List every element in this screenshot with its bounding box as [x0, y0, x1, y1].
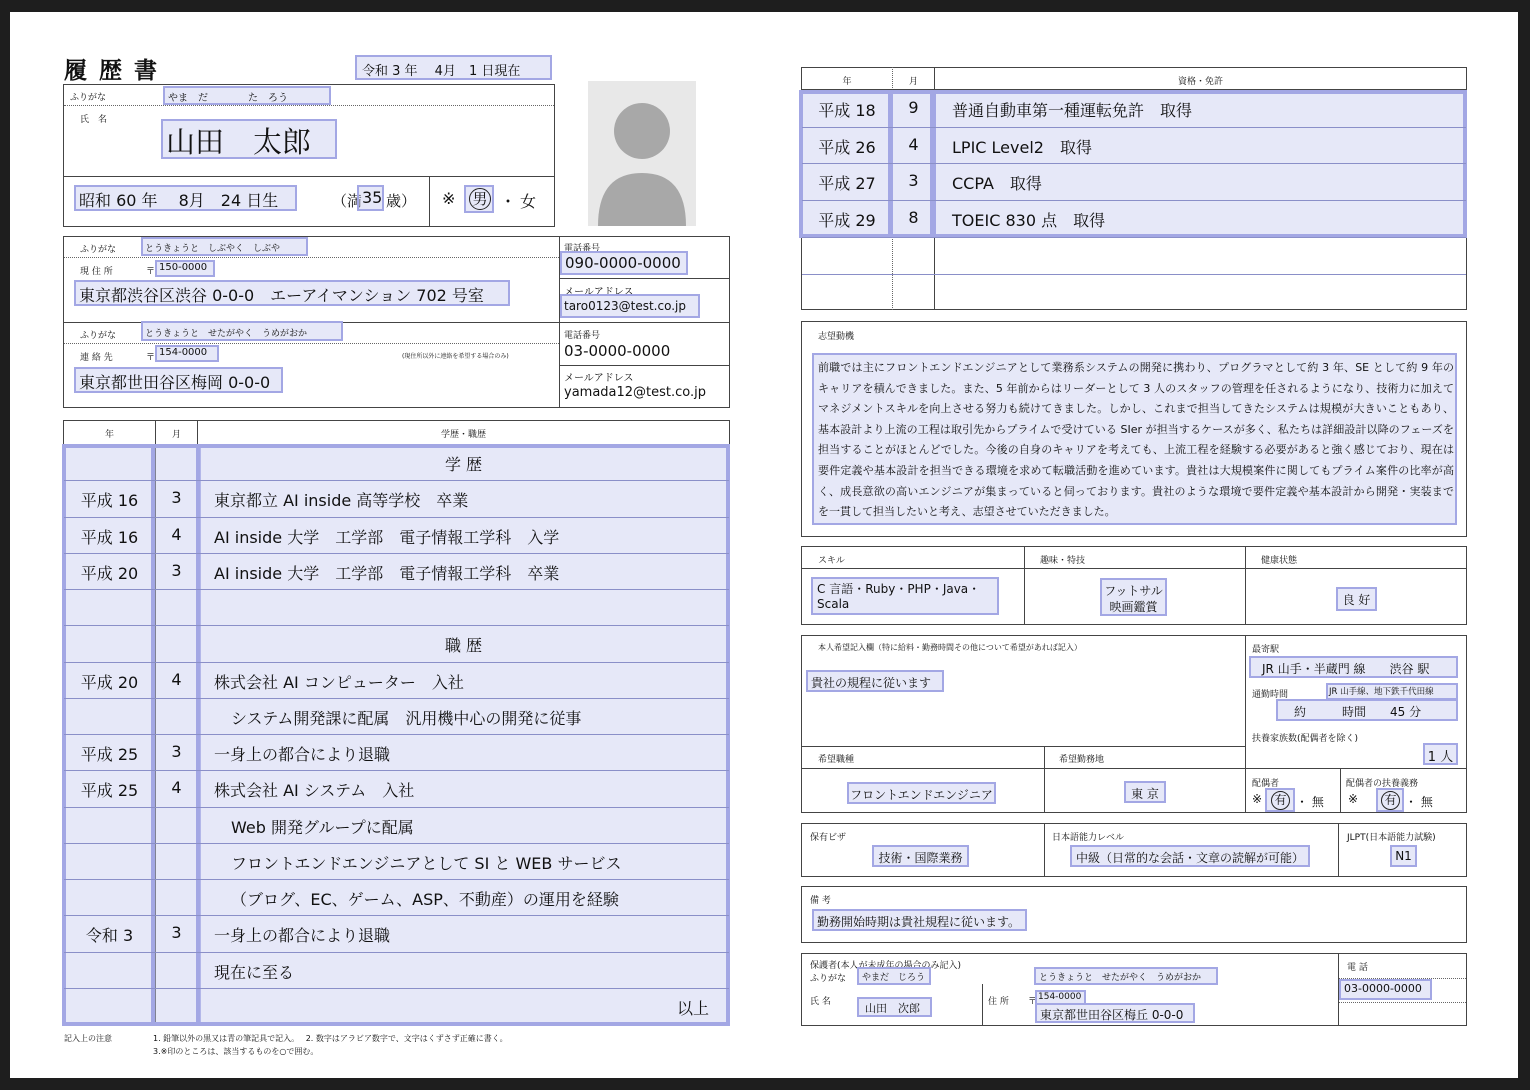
contact-label: 連 絡 先: [80, 353, 113, 363]
wishes-label: 本人希望記入欄（特に給料・勤務時間その他について希望があれば記入）: [818, 643, 1082, 652]
contact-postal-value: 154-0000: [159, 347, 208, 358]
history-row-divider: [64, 589, 729, 590]
history-row-text: 一身上の都合により退職: [214, 745, 391, 764]
history-row-text: 東京都立 AI inside 高等学校 卒業: [214, 491, 469, 511]
license-row-month: 4: [908, 134, 919, 154]
history-row-divider: [64, 807, 729, 808]
birth-value: 昭和 60 年 8月 24 日生: [79, 191, 279, 210]
guardian-address-label: 住 所: [988, 997, 1009, 1007]
guardian-phone-label: 電 話: [1347, 963, 1368, 973]
address-label: 現 住 所: [80, 267, 113, 277]
history-row-year: 平成 16: [80, 491, 139, 511]
age-value: 35: [362, 188, 383, 207]
wishes-value: 貴社の規程に従います: [811, 676, 932, 690]
gender-mark: ※: [442, 189, 456, 208]
place-value: 東 京: [1131, 787, 1159, 801]
guardian-postal-mark: 〒: [1028, 997, 1038, 1007]
history-row-month: 4: [171, 778, 182, 798]
history-header-content: 学歴・職歴: [440, 430, 486, 440]
history-row-text: フロントエンドエンジニアとして SI と WEB サービス: [231, 853, 622, 873]
license-row-divider: [802, 274, 1466, 275]
guardian-name-label: 氏 名: [810, 997, 831, 1007]
license-row-text: LPIC Level2 取得: [952, 137, 1092, 157]
history-row-divider: [64, 698, 729, 699]
history-row-divider: [64, 662, 729, 663]
history-row-text: 以上: [676, 998, 709, 1018]
address-value: 東京都渋谷区渋谷 0-0-0 エーアイマンション 702 号室: [79, 286, 484, 305]
history-row-month: 4: [171, 524, 182, 544]
history-row-divider: [64, 988, 729, 989]
history-row-year: 平成 20: [80, 672, 139, 692]
gender-female: 女: [520, 192, 537, 211]
license-row-year: 平成 29: [818, 211, 876, 231]
name-label: 氏 名: [80, 115, 108, 125]
remarks-label: 備 考: [810, 896, 831, 906]
name-value: 山田 太郎: [166, 125, 312, 159]
gender-male-circled: 男: [469, 188, 491, 210]
history-row-divider: [64, 553, 729, 554]
history-row-divider: [64, 517, 729, 518]
health-label: 健康状態: [1261, 556, 1298, 566]
furigana-label: ふりがな: [70, 93, 107, 103]
place-label: 希望勤務地: [1059, 755, 1105, 765]
license-row-year: 平成 27: [818, 174, 876, 194]
guardian-furigana-value: やまだ じろう: [862, 973, 926, 983]
license-row-year: 平成 18: [818, 101, 876, 120]
dependents-label: 扶養家族数(配偶者を除く): [1252, 734, 1359, 744]
hobby-value-2: 映画鑑賞: [1109, 600, 1158, 614]
commute-time: 約 時間 45 分: [1294, 705, 1422, 719]
history-row-text: AI inside 大学 工学部 電子情報工学科 入学: [214, 527, 560, 547]
license-header-year: 年: [842, 77, 852, 87]
history-row-text: 株式会社 AI コンピューター 入社: [214, 672, 464, 692]
page-title: 履 歴 書: [64, 58, 160, 84]
health-value: 良 好: [1342, 593, 1371, 607]
contact-phone-value: 03-0000-0000: [564, 342, 671, 360]
history-row-text: Web 開発グループに配属: [231, 817, 414, 837]
gender-sep: ・: [500, 192, 517, 211]
spouse-no: ・ 無: [1296, 795, 1324, 809]
photo-placeholder: [588, 81, 696, 226]
contact-email-value: yamada12@test.co.jp: [564, 385, 707, 400]
guardian-name-value: 山田 次郎: [865, 1002, 920, 1015]
license-header-month: 月: [908, 77, 918, 87]
skill-value: C 言語・Ruby・PHP・Java・Scala: [817, 582, 981, 611]
license-row-divider: [802, 163, 1466, 164]
history-row-divider: [64, 625, 729, 626]
job-label: 希望職種: [818, 755, 855, 765]
motivation-label: 志望動機: [818, 332, 855, 342]
dependents-value: 1 人: [1427, 750, 1454, 765]
history-row-year: 平成 20: [80, 563, 139, 583]
spouse-dependency-mark: ※: [1348, 792, 1359, 806]
history-row-month: 3: [171, 923, 182, 943]
person-silhouette-icon: [588, 81, 696, 226]
visa-label: 保有ビザ: [810, 833, 847, 843]
contact-furigana-label: ふりがな: [80, 331, 117, 341]
contact-phone-label: 電話番号: [564, 331, 601, 341]
notes-label: 記入上の注意: [64, 1034, 112, 1043]
license-row-year: 平成 26: [818, 137, 876, 157]
license-row-month: 3: [908, 171, 919, 191]
history-row-month: 3: [171, 742, 182, 761]
spouse-yes-circled: 有: [1271, 791, 1290, 810]
license-row-divider: [802, 127, 1466, 128]
history-row-year: 平成 16: [80, 527, 139, 547]
spouse-dependency-no: ・ 無: [1405, 795, 1433, 809]
address-phone-value: 090-0000-0000: [565, 254, 681, 272]
notes-line2: 3.※印のところは、該当するものを○で囲む。: [153, 1047, 319, 1056]
notes-line1: 1. 鉛筆以外の黒又は青の筆記具で記入。 2. 数字はアラビア数字で、文字はくずさず正確に書く。: [153, 1034, 508, 1043]
spouse-mark: ※: [1252, 792, 1263, 806]
station-label: 最寄駅: [1252, 645, 1280, 655]
motivation-text: 前職では主にフロントエンドエンジニアとして業務系システムの開発に携わり、プログラマとして約 3 年、SE として約 9 年のキャリアを積んできました。また、5 年前からはリーダーとして 3 人のスタッフの管理を任されるようになり、技術力に加えてマネジメントスキルを向上させる努力も続けてきました。しかし、これまで担当してきたシステムは規模が大きいこともあり、基本設計より上流の工程は取引先からプライムで受けている SIer が担当するケースが多く、私たちは詳細設計以降のフェーズを担当することがほとんどでした。今後の自身のキャリアを考えても、上流工程を経験する必要があると強く感じており、現在は要件定義や基本設計を担当できる環境を求めて転職活動を進めています。貴社は大規模案件に関してもプライム案件の比率が高く、成長意欲の高いエンジニアが集まっていると伺っております。貴社のような環境で要件定義や基本設計から開発・実装までを一貫して担当したいと考え、志望させていただきました。: [818, 361, 1454, 519]
spouse-dependency-yes-circled: 有: [1381, 791, 1400, 810]
history-row-divider: [64, 480, 729, 481]
address-email-value: taro0123@test.co.jp: [564, 299, 686, 313]
history-row-text: 学 歴: [444, 455, 483, 474]
jlpt-label: JLPT(日本語能力試験): [1347, 833, 1436, 843]
jp-level-value: 中級（日常的な会話・文章の読解が可能）: [1075, 851, 1304, 865]
resume-sheet: [10, 12, 1518, 1078]
history-row-month: 3: [171, 560, 182, 580]
commute-route: JR 山手線、地下鉄千代田線: [1329, 687, 1434, 697]
address-postal-mark: 〒: [146, 267, 156, 277]
license-row-divider: [802, 237, 1466, 238]
jlpt-value: N1: [1395, 849, 1412, 863]
station-value: JR 山手・半蔵門 線 渋谷 駅: [1262, 662, 1430, 676]
license-row-month: 8: [908, 208, 919, 228]
contact-email-label: メールアドレス: [564, 373, 634, 384]
history-row-text: （ブログ、EC、ゲーム、ASP、不動産）の運用を経験: [231, 890, 619, 909]
history-row-divider: [64, 843, 729, 844]
history-row-text: 現在に至る: [214, 962, 295, 982]
history-row-year: 平成 25: [80, 745, 139, 764]
license-row-text: TOEIC 830 点 取得: [952, 211, 1106, 231]
history-row-year: 平成 25: [80, 781, 139, 801]
history-row-divider: [64, 770, 729, 771]
address-furigana-label: ふりがな: [80, 245, 117, 255]
hobby-label: 趣味・特技: [1040, 556, 1086, 566]
contact-postal-mark: 〒: [146, 353, 156, 363]
guardian-furigana-label: ふりがな: [810, 974, 847, 984]
spouse-label: 配偶者: [1252, 779, 1280, 789]
history-header-year: 年: [104, 430, 114, 440]
guardian-header: 保護者(本人が未成年の場合のみ記入): [810, 961, 962, 971]
spouse-dependency-label: 配偶者の扶養義務: [1346, 779, 1419, 789]
job-value: フロントエンドエンジニア: [850, 788, 993, 802]
address-postal-value: 150-0000: [159, 262, 208, 273]
history-row-divider: [64, 915, 729, 916]
license-row-text: CCPA 取得: [952, 174, 1042, 194]
remarks-value: 勤務開始時期は貴社規程に従います。: [817, 915, 1021, 929]
history-header-month: 月: [171, 430, 181, 440]
history-row-text: 株式会社 AI システム 入社: [214, 781, 415, 801]
address-email-label: メールアドレス: [564, 287, 634, 298]
commute-label: 通勤時間: [1252, 690, 1289, 700]
address-phone-label: 電話番号: [564, 244, 601, 254]
license-row-divider: [802, 200, 1466, 201]
contact-furigana-value: とうきょうと せたがやく うめがおか: [145, 329, 308, 339]
history-row-month: 3: [171, 488, 182, 508]
history-row-divider: [64, 952, 729, 953]
history-row-text: 職 歴: [444, 636, 483, 656]
address-furigana-value: とうきょうと しぶやく しぶや: [145, 244, 281, 254]
guardian-phone-value: 03-0000-0000: [1344, 982, 1422, 995]
visa-value: 技術・国際業務: [878, 851, 963, 865]
history-row-divider: [64, 734, 729, 735]
guardian-postal-value: 154-0000: [1038, 992, 1082, 1002]
guardian-address-value: 東京都世田谷区梅丘 0-0-0: [1040, 1008, 1184, 1022]
contact-address-value: 東京都世田谷区梅岡 0-0-0: [79, 373, 271, 392]
furigana-value: やま だ た ろう: [168, 93, 288, 104]
history-row-divider: [64, 879, 729, 880]
age-suffix: 歳）: [386, 192, 417, 210]
history-row-text: 一身上の都合により退職: [214, 926, 391, 946]
contact-note: (現住所以外に連絡を希望する場合のみ): [402, 353, 509, 360]
history-row-year: 令和 3: [85, 926, 134, 946]
license-row-month: 9: [908, 98, 919, 117]
history-row-text: システム開発課に配属 汎用機中心の開発に従事: [231, 708, 582, 728]
history-row-month: 4: [171, 669, 182, 689]
guardian-addr-furigana-value: とうきょうと せたがやく うめがおか: [1039, 973, 1202, 983]
age-prefix: （満: [332, 192, 363, 210]
date-text: 令和 3 年 4月 1 日現在: [362, 64, 521, 79]
history-row-text: AI inside 大学 工学部 電子情報工学科 卒業: [214, 563, 560, 583]
jp-level-label: 日本語能力レベル: [1052, 833, 1125, 843]
skill-label: スキル: [818, 556, 845, 566]
license-header-content: 資格・免許: [1177, 77, 1223, 87]
hobby-value-1: フットサル: [1104, 584, 1163, 598]
license-row-text: 普通自動車第一種運転免許 取得: [952, 101, 1193, 120]
